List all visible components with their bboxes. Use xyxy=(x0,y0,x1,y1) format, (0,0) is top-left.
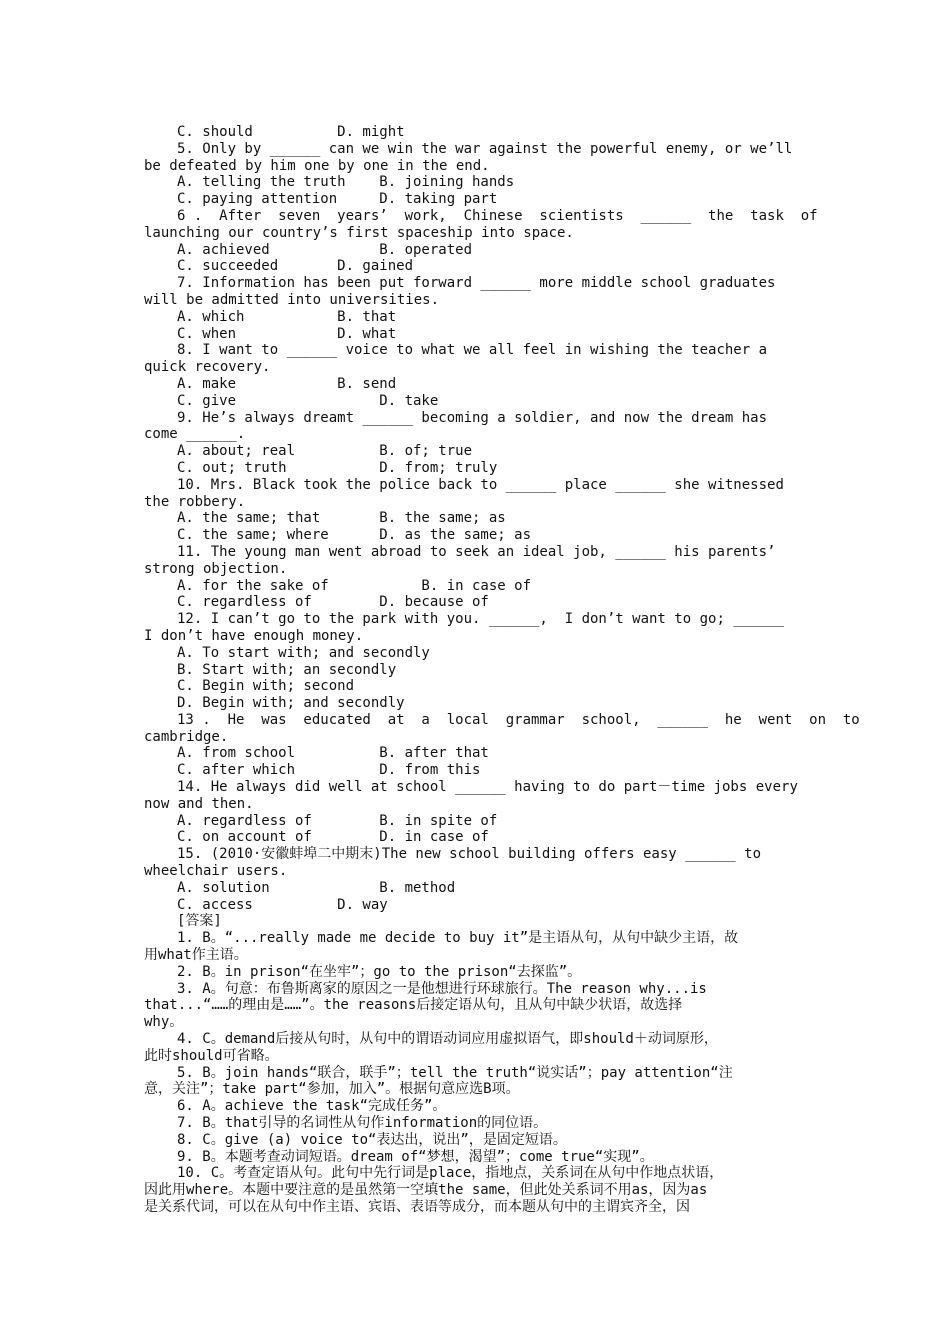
text-line: I don’t have enough money. xyxy=(144,627,364,644)
text-line: C. access D. way xyxy=(177,896,388,913)
text-line: 8. C。give (a) voice to“表达出，说出”，是固定短语。 xyxy=(177,1131,567,1148)
text-line: 3. A。句意：布鲁斯离家的原因之一是他想进行环球旅行。The reason why...is xyxy=(177,980,707,997)
text-line: B. Start with; an secondly xyxy=(177,661,397,678)
text-line: C. regardless of D. because of xyxy=(177,594,489,611)
text-line: launching our country’s first spaceship into space. xyxy=(144,224,574,241)
text-line: 11. The young man went abroad to seek an ideal job, ______ his parents’ xyxy=(177,543,776,560)
text-line: C. on account of D. in case of xyxy=(177,829,489,846)
text-line: A. solution B. method xyxy=(177,879,456,896)
text-line: A. telling the truth B. joining hands xyxy=(177,174,515,191)
text-line: 9. He’s always dreamt ______ becoming a soldier, and now the dream has xyxy=(177,409,768,426)
text-line: C. the same; where D. as the same; as xyxy=(177,527,532,544)
text-line: C. Begin with; second xyxy=(177,678,355,695)
text-line: cambridge. xyxy=(144,728,229,745)
text-line: now and then. xyxy=(144,795,254,812)
text-line: 6. A。achieve the task“完成任务”。 xyxy=(177,1098,447,1115)
text-line: will be admitted into universities. xyxy=(144,291,440,308)
document-text xyxy=(144,124,860,1216)
text-line: 8. I want to ______ voice to what we all feel in wishing the teacher a xyxy=(177,342,768,359)
text-line: why。 xyxy=(144,1014,184,1031)
text-line: 因此用where。本题中要注意的是虽然第一空填the same，但此处关系词不用as，因为as xyxy=(144,1182,708,1199)
text-line: 4. C。demand后接从句时，从句中的谓语动词应用虚拟语气，即should＋动词原形， xyxy=(177,1031,718,1048)
text-line: [答案] xyxy=(177,913,222,930)
text-line: 12. I can’t go to the park with you. ______, I don’t want to go; ______ xyxy=(177,611,784,628)
text-line: A. the same; that B. the same; as xyxy=(177,510,506,527)
text-line: be defeated by him one by one in the end. xyxy=(144,157,490,174)
text-line: 9. B。本题考查动词短语。dream of“梦想，渴望”；come true“实现”。 xyxy=(177,1148,654,1165)
text-line: 10. Mrs. Black took the police back to ______ place ______ she witnessed xyxy=(177,476,784,493)
text-line: 7. B。that引导的名词性从句作information的同位语。 xyxy=(177,1115,548,1132)
text-line: 7. Information has been put forward ______ more middle school graduates xyxy=(177,275,776,292)
text-line: A. from school B. after that xyxy=(177,745,489,762)
text-line: wheelchair users. xyxy=(144,863,288,880)
text-line: 6 . After seven years’ work, Chinese scientists ______ the task of xyxy=(177,207,818,224)
text-line: 15. (2010·安徽蚌埠二中期末)The new school building offers easy ______ to xyxy=(177,846,762,863)
text-line: 5. B。join hands“联合，联手”；tell the truth“说实话”；pay attention“注 xyxy=(177,1064,733,1081)
text-line: the robbery. xyxy=(144,493,246,510)
text-line: C. give D. take xyxy=(177,392,439,409)
text-line: 5. Only by ______ can we win the war against the powerful enemy, or we’ll xyxy=(177,140,793,157)
text-line: 意，关注”；take part“参加，加入”。根据句意应选B项。 xyxy=(144,1081,520,1098)
text-line: C. paying attention D. taking part xyxy=(177,191,498,208)
text-line: 1. B。“...really made me decide to buy it”是主语从句，从句中缺少主语，故 xyxy=(177,930,739,947)
text-line: 此时should可省略。 xyxy=(144,1047,279,1064)
text-line: 13 . He was educated at a local grammar school, ______ he went on to xyxy=(177,711,860,728)
text-line: 2. B。in prison“在坐牢”；go to the prison“去探监”。 xyxy=(177,963,582,980)
text-line: C. when D. what xyxy=(177,325,397,342)
text-line: A. about; real B. of; true xyxy=(177,443,473,460)
text-line: D. Begin with; and secondly xyxy=(177,695,405,712)
text-line: quick recovery. xyxy=(144,359,271,376)
text-line: A. which B. that xyxy=(177,308,397,325)
text-line: 14. He always did well at school ______ having to do part－time jobs every xyxy=(177,779,798,796)
text-line: 用what作主语。 xyxy=(144,947,248,964)
text-line: C. out; truth D. from; truly xyxy=(177,459,498,476)
text-line: C. after which D. from this xyxy=(177,762,481,779)
text-line: that...“……的理由是……”。the reasons后接定语从句，且从句中缺少状语，故选择 xyxy=(144,997,683,1014)
text-line: A. make B. send xyxy=(177,375,397,392)
text-line: 10. C。考查定语从句。此句中先行词是place，指地点，关系词在从句中作地点状语， xyxy=(177,1165,724,1182)
text-line: C. should D. might xyxy=(177,124,405,140)
text-line: A. achieved B. operated xyxy=(177,241,473,258)
text-line: A. To start with; and secondly xyxy=(177,644,430,661)
text-line: strong objection. xyxy=(144,560,288,577)
text-line: A. for the sake of B. in case of xyxy=(177,577,532,594)
text-line: 是关系代词，可以在从句中作主语、宾语、表语等成分，而本题从句中的主谓宾齐全，因 xyxy=(144,1199,690,1215)
text-line: C. succeeded D. gained xyxy=(177,258,414,275)
text-line: come ______. xyxy=(144,426,246,443)
text-line: A. regardless of B. in spite of xyxy=(177,812,498,829)
